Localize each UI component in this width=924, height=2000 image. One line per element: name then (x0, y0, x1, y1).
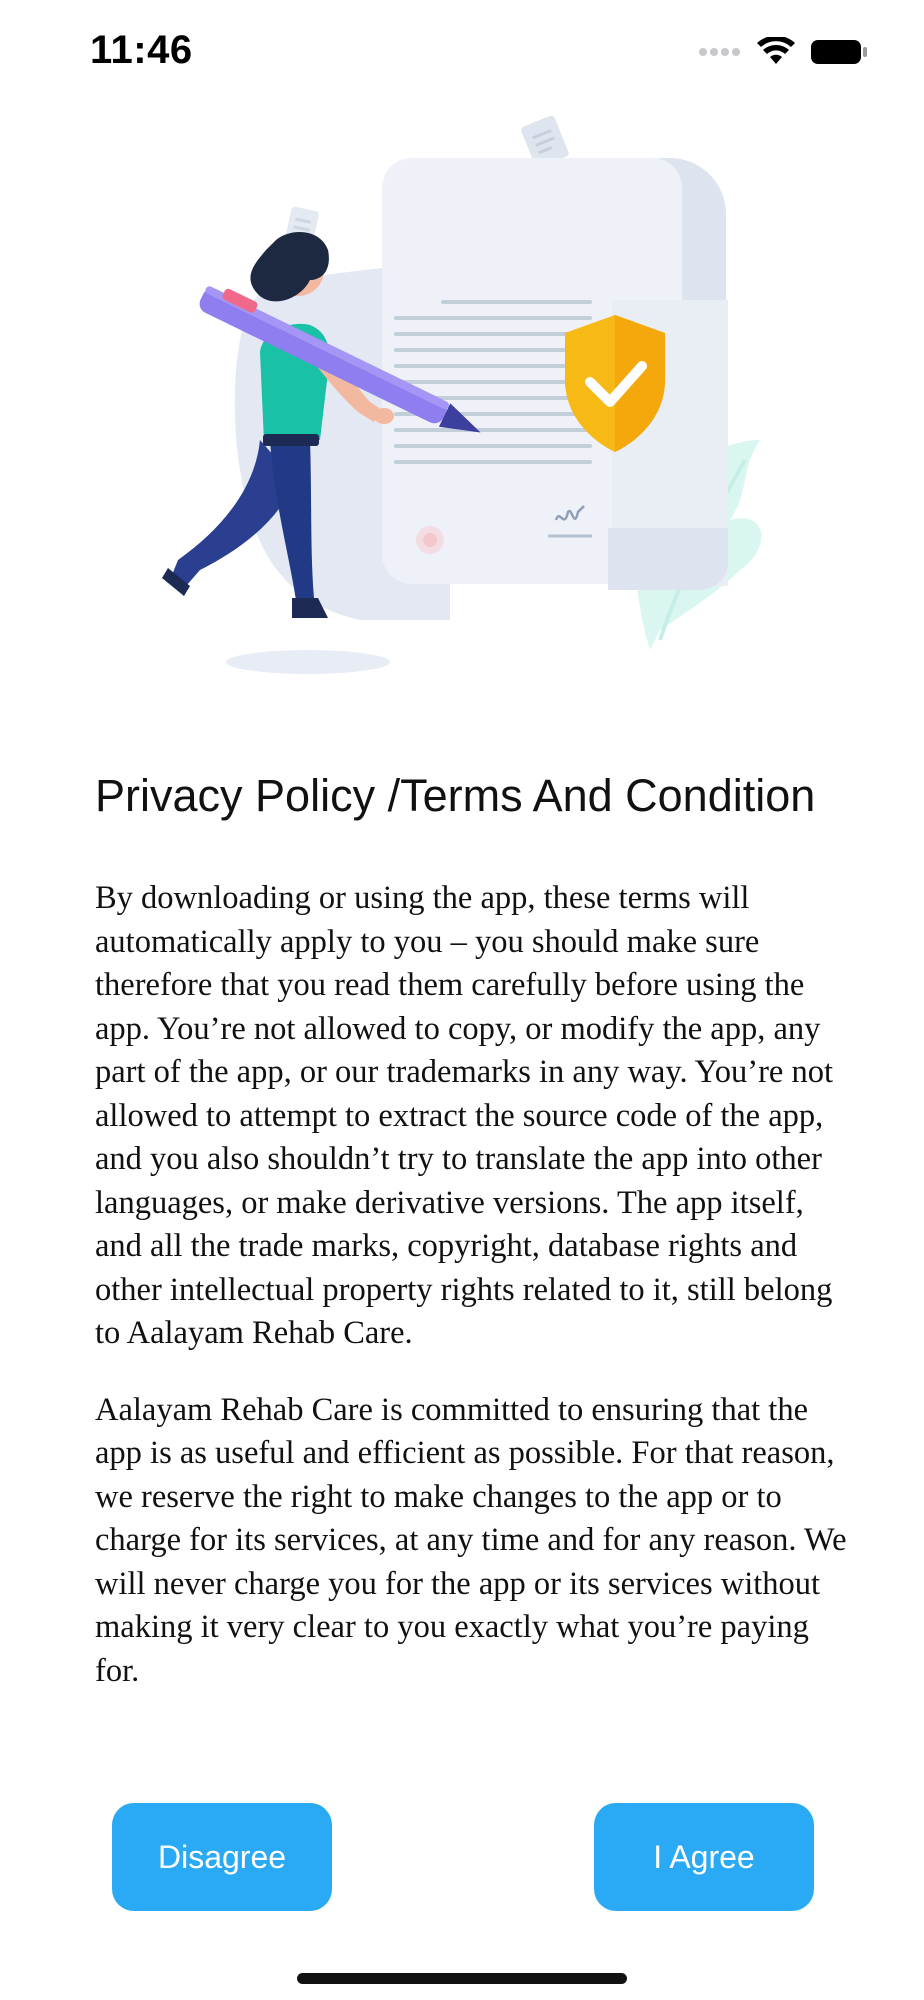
disagree-button[interactable]: Disagree (112, 1803, 332, 1911)
status-icons (698, 36, 868, 68)
status-time: 11:46 (90, 28, 193, 72)
woman-signing-document-illustration (160, 110, 780, 680)
agree-button[interactable]: I Agree (594, 1803, 814, 1911)
signal-dots-icon (698, 46, 742, 58)
terms-content (95, 877, 855, 1726)
terms-paragraph: By downloading or using the app, these terms will automatically apply to you – you should make sure therefore that you read them carefully before using the app. You’re not allowed to copy, or modify the app, any part of the app, or our trademarks in any way. You’re not allowed to attempt to extract the source code of the app, and you also shouldn’t try to translate the app into other languages, or make derivative versions. The app itself, and all the trade marks, copyright, database rights and other intellectual property rights related to it, still belong to Aalayam Rehab Care. (95, 880, 833, 1351)
home-indicator[interactable] (297, 1973, 627, 1984)
status-bar (0, 0, 924, 104)
wifi-icon (756, 37, 796, 67)
battery-icon (810, 38, 868, 66)
ground-shadow (226, 650, 390, 674)
page-title: Privacy Policy /Terms And Condition (95, 770, 816, 821)
terms-paragraph: Aalayam Rehab Care is committed to ensuring that the app is as useful and efficient as possible. For that reason, we reserve the right to make changes to the app or to charge for its services, at any time and for any reason. We will never charge you for the app or its services without making it very clear to you exactly what you’re paying for. (95, 1391, 847, 1689)
